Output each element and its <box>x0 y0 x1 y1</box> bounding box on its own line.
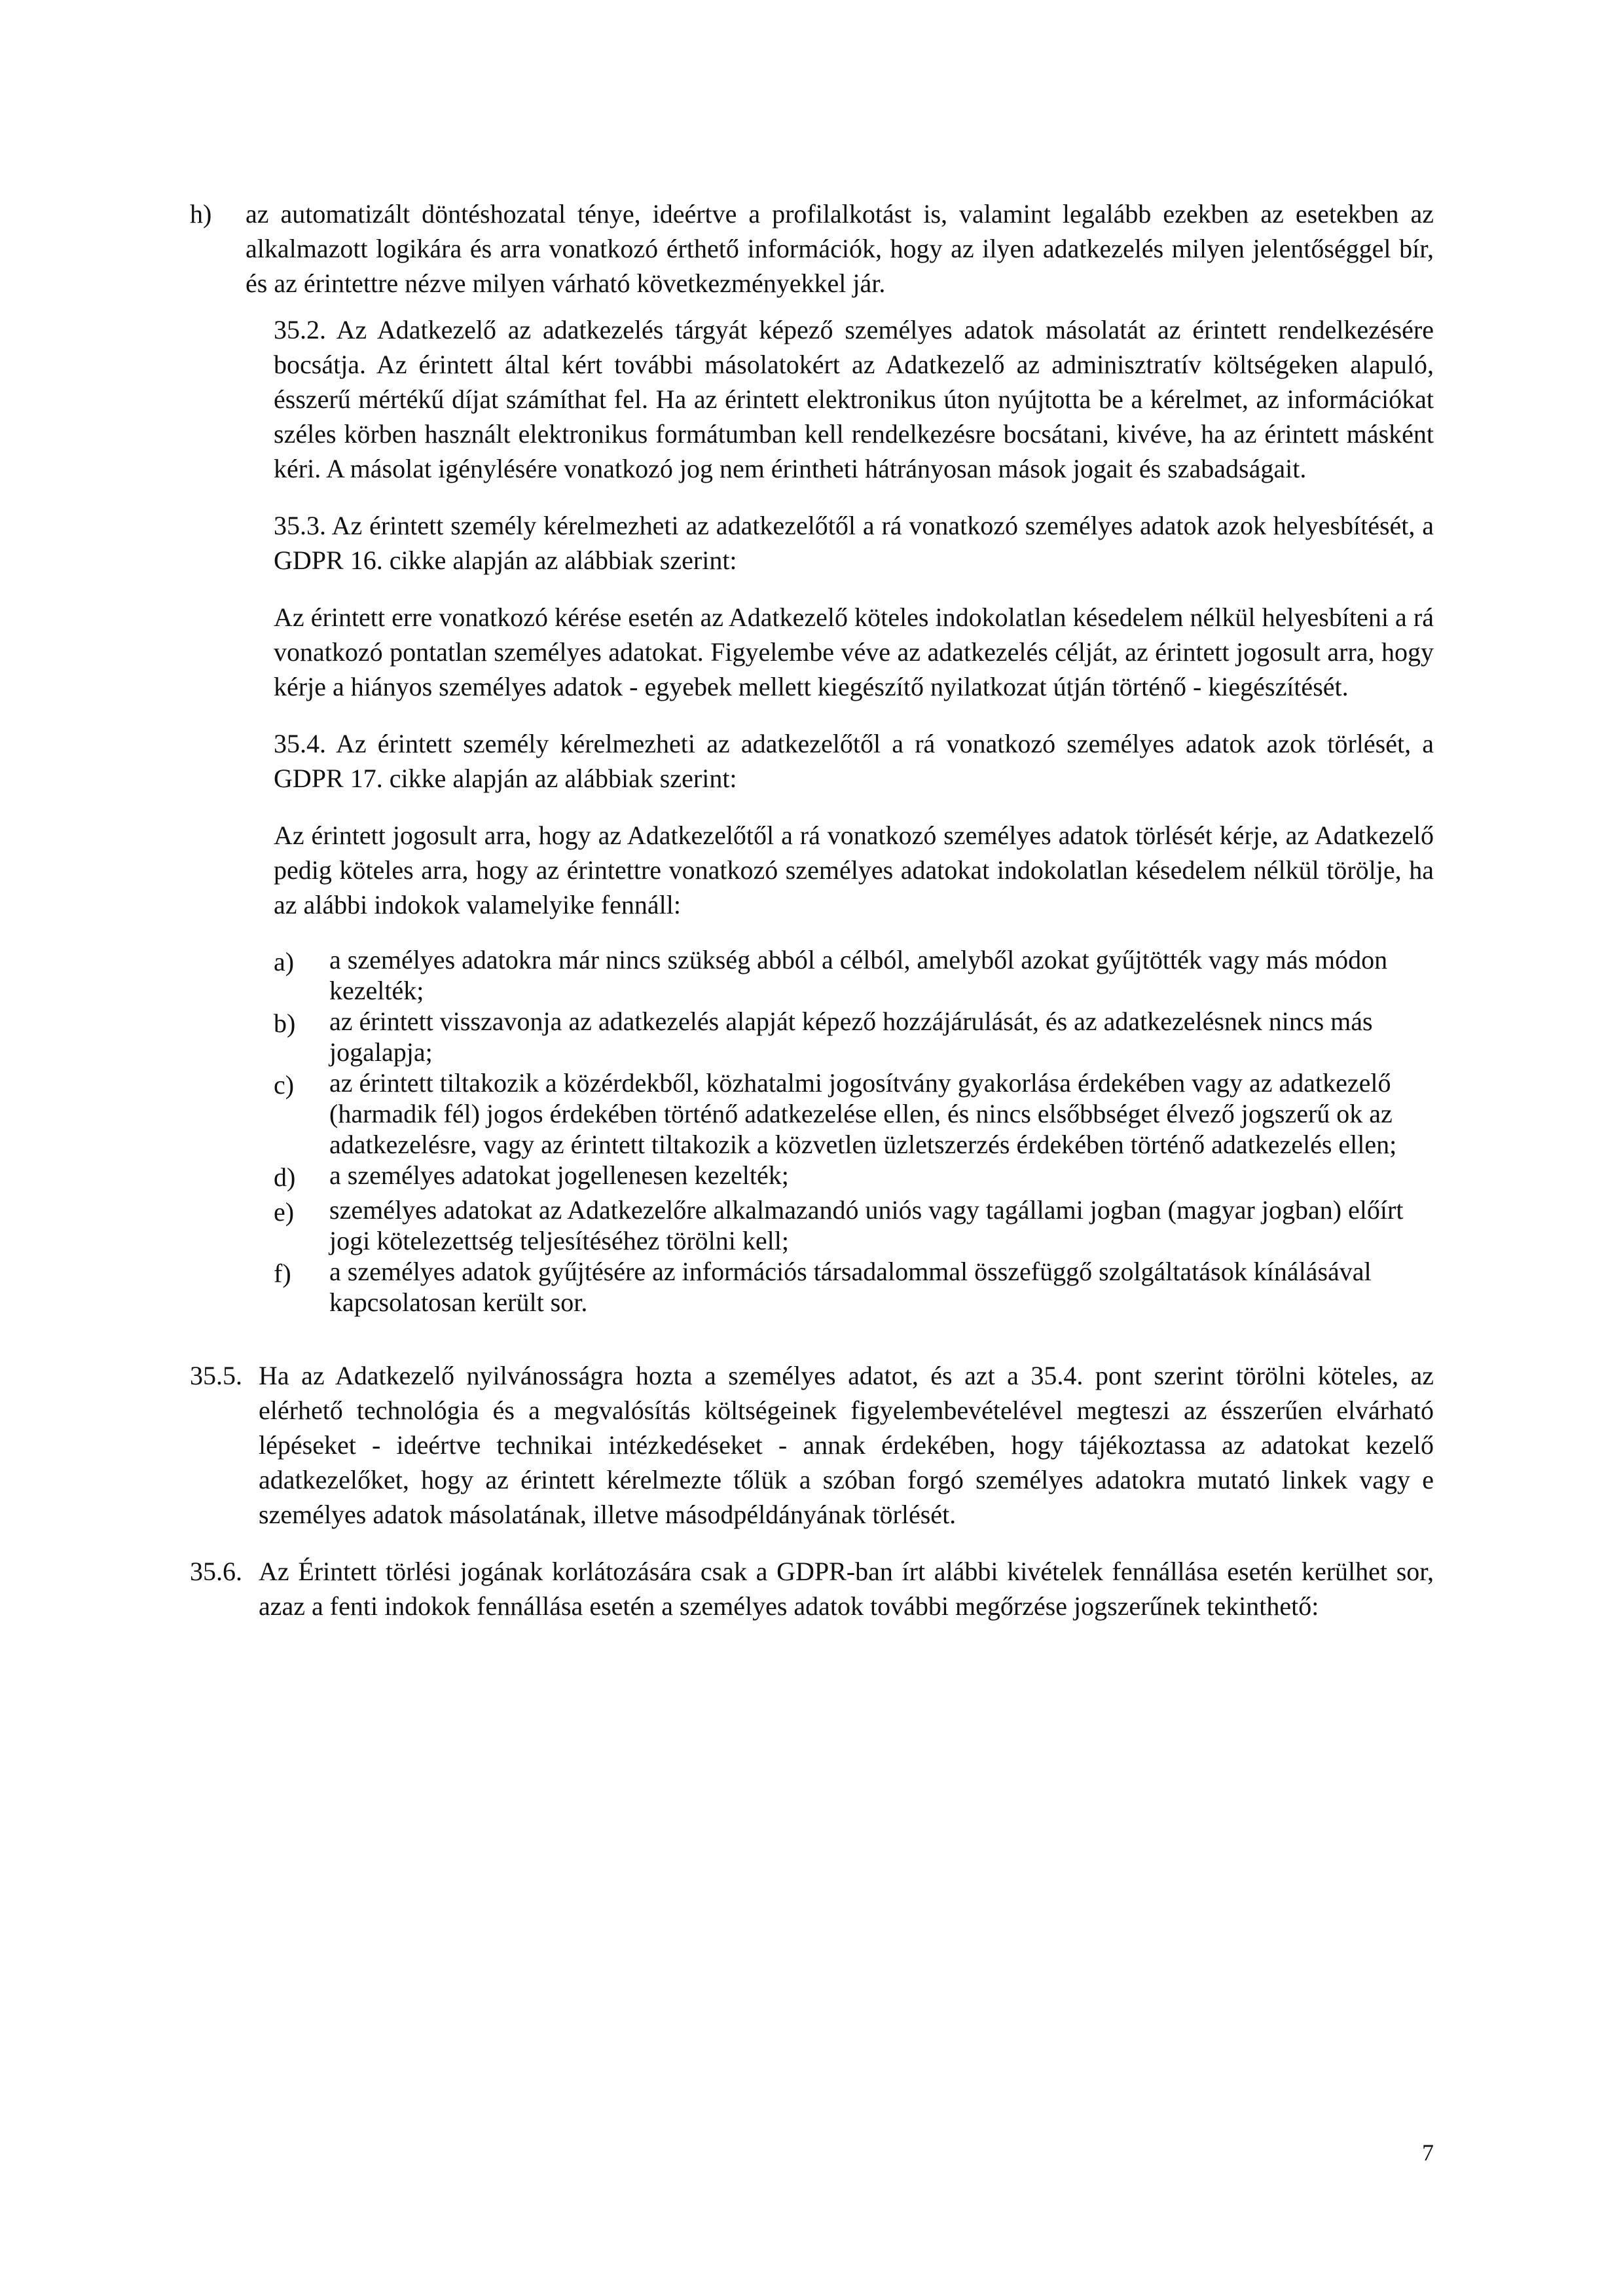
spacer <box>190 922 1434 944</box>
clause-35-6 <box>190 1554 1434 1623</box>
clause-35-3 <box>274 508 1434 578</box>
list-item-c <box>274 1067 1434 1160</box>
clause-35-3-body <box>274 600 1434 704</box>
spacer <box>190 704 1434 726</box>
list-item-a-text: a személyes adatokra már nincs szükség abból a célból, amelyből azokat gyűjtötték vagy más módon kezelték; <box>329 945 1388 1005</box>
list-item-c-text: az érintett tiltakozik a közérdekből, közhatalmi jogosítvány gyakorlása érdekében vagy az adatkezelő (harmadik fél) jogos érdekében történő adatkezelése ellen, és nincs elsőbbséget élvező jogszerű ok az adatkezelésre, vagy az érintett tiltakozik a közvetlen üzletszerzés érdekében történő adatkezelés ellen; <box>329 1068 1397 1159</box>
clause-35-6-text: Az Érintett törlési jogának korlátozására csak a GDPR-ban írt alábbi kivételek fennállása esetén kerülhet sor, azaz a fenti indokok fennállása esetén a személyes adatok további megőrzése jogszerűnek tekinthető: <box>259 1557 1434 1621</box>
clause-35-3-body-text: Az érintett erre vonatkozó kérése esetén az Adatkezelő köteles indokolatlan késedelem nélkül helyesbíteni a rá vonatkozó pontatlan személyes adatokat. Figyelembe véve az adatkezelés célját, az érintett jogosult arra, hogy kérje a hiányos személyes adatok - egyebek mellett kiegészítő nyilatkozat útján történő - kiegészítését. <box>274 602 1434 701</box>
page-content <box>190 196 1434 1623</box>
spacer <box>190 301 1434 312</box>
list-marker-c: c) <box>274 1070 295 1100</box>
spacer <box>190 578 1434 600</box>
clause-35-4-text: 35.4. Az érintett személy kérelmezheti az adatkezelőtől a rá vonatkozó személyes adatok azok törlését, a GDPR 17. cikke alapján az alábbiak szerint: <box>274 729 1434 793</box>
list-item-d <box>274 1160 1434 1194</box>
list-item-f <box>274 1256 1434 1318</box>
list-item-b-text: az érintett visszavonja az adatkezelés alapját képező hozzájárulását, és az adatkezelésnek nincs más jogalapja; <box>329 1007 1373 1067</box>
clause-35-2 <box>274 312 1434 486</box>
list-item-f-text: a személyes adatok gyűjtésére az információs társadalommal összefüggő szolgáltatások kínálásával kapcsolatosan került sor. <box>329 1257 1372 1317</box>
list-item-b <box>274 1006 1434 1067</box>
spacer <box>190 1318 1434 1358</box>
spacer <box>190 796 1434 818</box>
list-marker-e: e) <box>274 1197 295 1227</box>
clause-35-4-body <box>274 818 1434 922</box>
clause-35-5-number: 35.5. <box>190 1361 242 1390</box>
list-item-h <box>190 196 1434 301</box>
list-marker-a: a) <box>274 947 295 976</box>
reasons-list <box>274 944 1434 1318</box>
list-item-d-text: a személyes adatokat jogellenesen kezelték; <box>329 1160 789 1190</box>
clause-35-4-body-text: Az érintett jogosult arra, hogy az Adatkezelőtől a rá vonatkozó személyes adatok törlését kérje, az Adatkezelő pedig köteles arra, hogy az érintettre vonatkozó személyes adatokat indokolatlan késedelem nélkül törölje, ha az alábbi indokok valamelyike fennáll: <box>274 821 1434 919</box>
page-number: 7 <box>1422 2139 1434 2166</box>
list-item-e <box>274 1194 1434 1256</box>
clause-35-3-text: 35.3. Az érintett személy kérelmezheti az adatkezelőtől a rá vonatkozó személyes adatok azok helyesbítését, a GDPR 16. cikke alapján az alábbiak szerint: <box>274 511 1434 575</box>
spacer <box>190 1532 1434 1554</box>
clause-35-6-number: 35.6. <box>190 1557 242 1586</box>
list-marker-d: d) <box>274 1162 296 1192</box>
clause-35-2-text: 35.2. Az Adatkezelő az adatkezelés tárgyát képező személyes adatok másolatát az érintett rendelkezésére bocsátja. Az érintett által kért további másolatokért az Adatkezelő az adminisztratív költségeken alapuló, ésszerű mértékű díjat számíthat fel. Ha az érintett elektronikus úton nyújtotta be a kérelmet, az információkat széles körben használt elektronikus formátumban kell rendelkezésre bocsátani, kivéve, ha az érintett másként kéri. A másolat igénylésére vonatkozó jog nem érintheti hátrányosan mások jogait és szabadságait. <box>274 315 1434 483</box>
list-item-a <box>274 944 1434 1006</box>
clause-35-5 <box>190 1358 1434 1532</box>
list-marker-b: b) <box>274 1009 296 1038</box>
spacer <box>190 486 1434 508</box>
clause-35-5-text: Ha az Adatkezelő nyilvánosságra hozta a személyes adatot, és azt a 35.4. pont szerint törölni köteles, az elérhető technológia és a megvalósítás költségeinek figyelembevételével megteszi az ésszerűen elvárható lépéseket - ideértve technikai intézkedéseket - annak érdekében, hogy tájékoztassa az adatokat kezelő adatkezelőket, hogy az érintett kérelmezte tőlük a szóban forgó személyes adatokra mutató linkek vagy e személyes adatok másolatának, illetve másodpéldányának törlését. <box>259 1361 1434 1529</box>
list-marker-f: f) <box>274 1259 291 1288</box>
clause-35-4 <box>274 726 1434 796</box>
list-item-h-text: az automatizált döntéshozatal ténye, ideértve a profilalkotást is, valamint legalább ezekben az esetekben az alkalmazott logikára és arra vonatkozó érthető információk, hogy az ilyen adatkezelés milyen jelentőséggel bír, és az érintettre nézve milyen várható következményekkel jár. <box>246 199 1434 298</box>
list-marker-h: h) <box>190 199 212 229</box>
list-item-e-text: személyes adatokat az Adatkezelőre alkalmazandó uniós vagy tagállami jogban (magyar jogban) előírt jogi kötelezettség teljesítéséhez törölni kell; <box>329 1195 1404 1255</box>
